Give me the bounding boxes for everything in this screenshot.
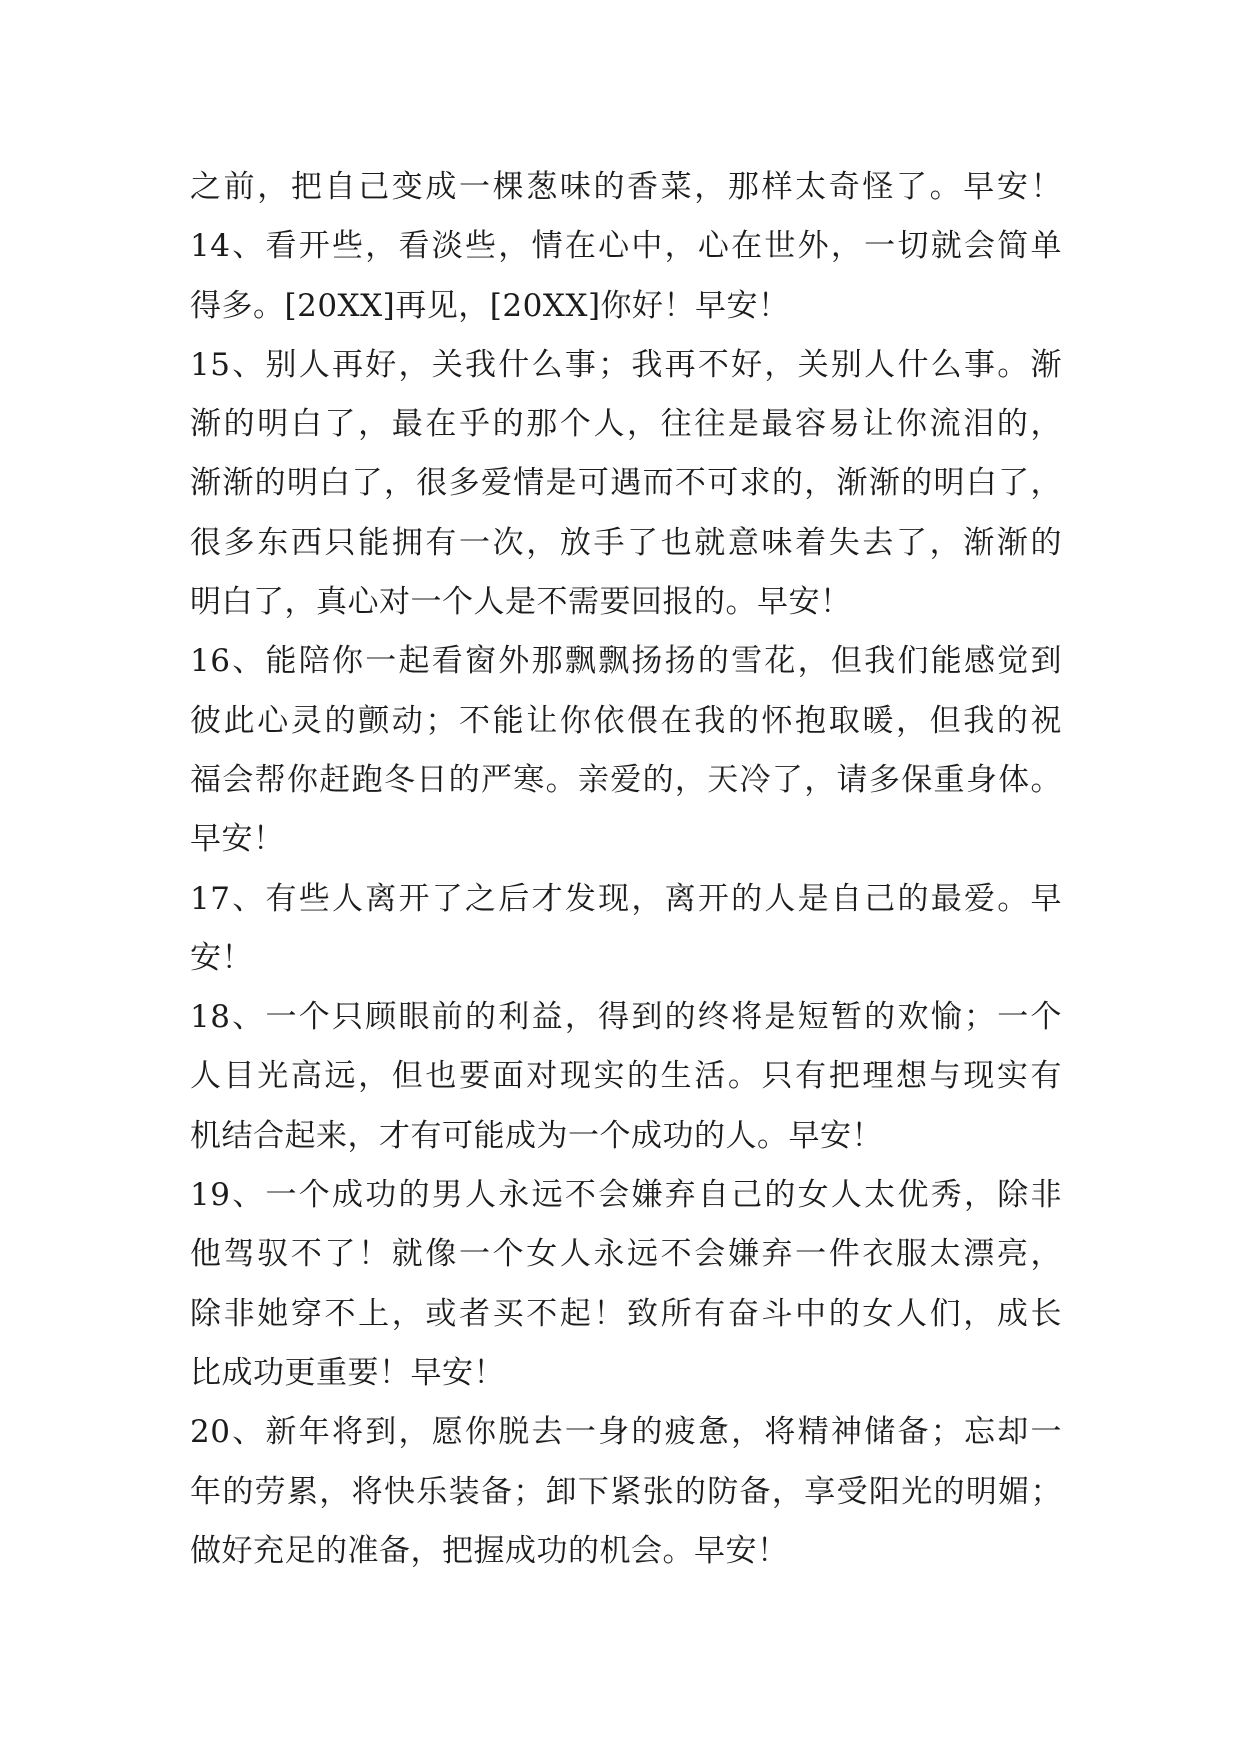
text-line: 渐渐的明白了，很多爱情是可遇而不可求的，渐渐的明白了， [190, 465, 1062, 502]
text-line: 19、一个成功的男人永远不会嫌弃自己的女人太优秀，除非 [190, 1177, 1062, 1214]
text-line: 他驾驭不了！就像一个女人永远不会嫌弃一件衣服太漂亮， [190, 1236, 1062, 1273]
text-line: 渐的明白了，最在乎的那个人，往往是最容易让你流泪的， [190, 406, 1062, 443]
text-line: 彼此心灵的颤动；不能让你依偎在我的怀抱取暖，但我的祝 [190, 702, 1062, 739]
document-body [190, 158, 1062, 1581]
text-line: 14、看开些，看淡些，情在心中，心在世外，一切就会简单 [190, 228, 1062, 265]
text-line: 16、能陪你一起看窗外那飘飘扬扬的雪花，但我们能感觉到 [190, 643, 1062, 680]
text-line: 得多。[20XX]再见，[20XX]你好！早安！ [190, 287, 790, 324]
text-line: 机结合起来，才有可能成为一个成功的人。早安！ [190, 1117, 883, 1154]
text-line: 人目光高远，但也要面对现实的生活。只有把理想与现实有 [190, 1058, 1062, 1095]
text-line: 年的劳累，将快乐装备；卸下紧张的防备，享受阳光的明媚； [190, 1473, 1062, 1510]
text-line: 安！ [190, 939, 253, 976]
text-line: 15、别人再好，关我什么事；我再不好，关别人什么事。渐 [190, 346, 1062, 383]
text-line: 17、有些人离开了之后才发现，离开的人是自己的最爱。早 [190, 880, 1062, 917]
text-line: 早安！ [190, 821, 285, 858]
text-line: 除非她穿不上，或者买不起！致所有奋斗中的女人们，成长 [190, 1295, 1062, 1332]
text-line: 福会帮你赶跑冬日的严寒。亲爱的，天冷了，请多保重身体。 [190, 761, 1062, 798]
text-line: 之前，把自己变成一棵葱味的香菜，那样太奇怪了。早安！ [190, 169, 1062, 205]
text-line: 比成功更重要！早安！ [190, 1354, 505, 1391]
text-line: 很多东西只能拥有一次，放手了也就意味着失去了，渐渐的 [190, 524, 1062, 561]
text-line: 做好充足的准备，把握成功的机会。早安！ [190, 1532, 789, 1569]
text-line: 明白了，真心对一个人是不需要回报的。早安！ [190, 584, 852, 621]
text-line: 18、一个只顾眼前的利益，得到的终将是短暂的欢愉；一个 [190, 999, 1062, 1036]
text-line: 20、新年将到，愿你脱去一身的疲惫，将精神储备；忘却一 [190, 1414, 1062, 1451]
